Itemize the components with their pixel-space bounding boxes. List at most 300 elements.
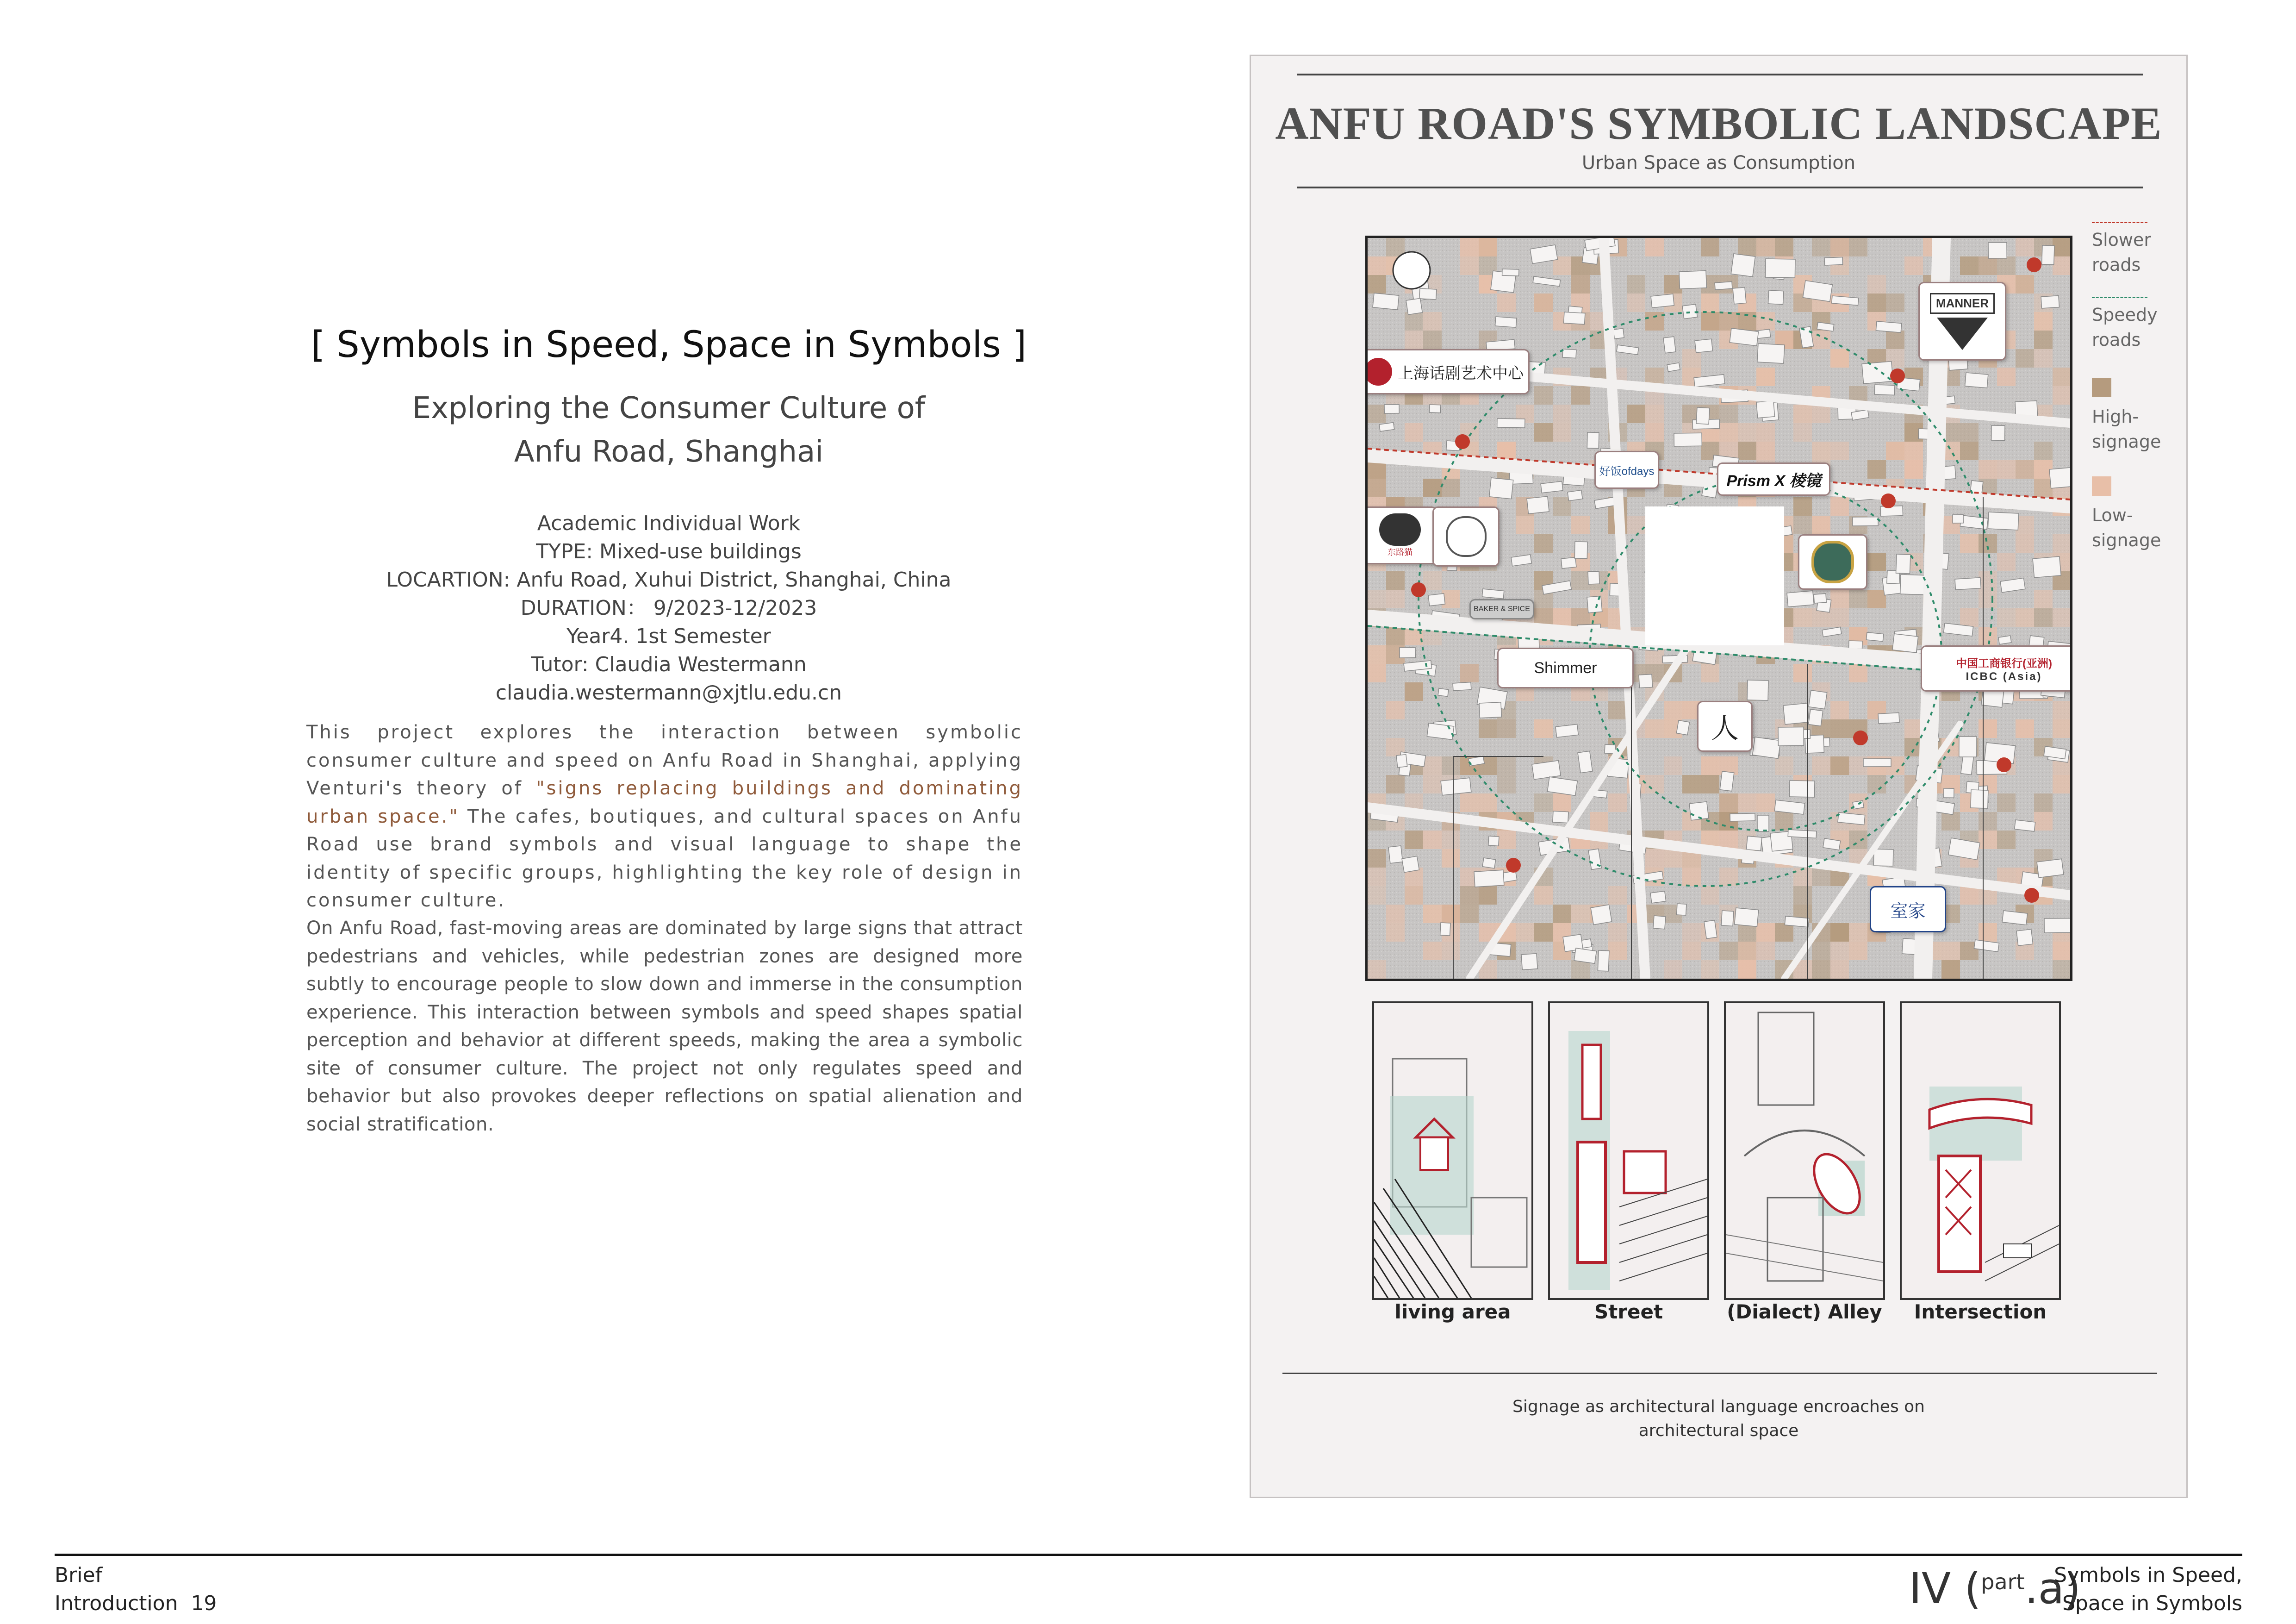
building-footprint bbox=[1814, 593, 1826, 603]
signage-cell bbox=[1423, 942, 1442, 960]
building-footprint bbox=[1489, 478, 1513, 499]
signage-cell bbox=[1719, 942, 1738, 960]
building-footprint bbox=[2016, 929, 2033, 945]
signage-cell bbox=[1682, 775, 1701, 793]
signage-cell bbox=[2053, 701, 2070, 719]
drama-center-sign: 上海话剧艺术中心 bbox=[1398, 364, 1524, 382]
signage-cell bbox=[2053, 368, 2070, 386]
signage-cell bbox=[1793, 664, 1812, 682]
signage-cell bbox=[1979, 534, 1997, 553]
signage-cell bbox=[1738, 423, 1756, 442]
signage-cell bbox=[1979, 831, 1997, 849]
building-footprint bbox=[1789, 781, 1815, 797]
building-footprint bbox=[1715, 281, 1732, 290]
signage-map[interactable] bbox=[1365, 236, 2072, 981]
meta-semester: Year4. 1st Semester bbox=[566, 625, 771, 648]
pin-icon bbox=[1881, 493, 1896, 508]
signage-cell bbox=[1756, 942, 1775, 960]
signage-cell bbox=[1571, 516, 1590, 534]
signage-cell bbox=[1701, 312, 1719, 331]
signage-cell bbox=[1830, 590, 1849, 608]
building-footprint bbox=[1757, 815, 1769, 831]
signage-cell bbox=[1386, 627, 1405, 645]
signage-cell bbox=[1368, 645, 1386, 664]
signage-cell bbox=[1793, 405, 1812, 423]
signage-cell bbox=[2034, 479, 2053, 497]
intro-paragraph-1 bbox=[306, 718, 1023, 915]
caption-line-2: architectural space bbox=[1638, 1421, 1799, 1440]
signage-cell bbox=[1534, 294, 1553, 312]
signage-cell bbox=[2016, 534, 2034, 553]
signage-cell bbox=[1756, 442, 1775, 460]
signage-cell bbox=[1368, 479, 1386, 497]
panel-label-alley: (Dialect) Alley bbox=[1727, 1300, 1882, 1323]
signage-cell bbox=[1979, 256, 1997, 275]
icbc-chinese-sign: 中国工商银行(亚洲) bbox=[1956, 657, 2052, 670]
building-footprint bbox=[1598, 950, 1609, 971]
signage-cell bbox=[2034, 349, 2053, 368]
building-footprint bbox=[1613, 328, 1624, 338]
signage-cell bbox=[2034, 793, 2053, 812]
signage-cell bbox=[1405, 312, 1423, 331]
signage-cell bbox=[1701, 238, 1719, 256]
signage-cell bbox=[1830, 923, 1849, 942]
signage-cell bbox=[1701, 775, 1719, 793]
signage-cell bbox=[1719, 405, 1738, 423]
signage-cell bbox=[1682, 923, 1701, 942]
building-footprint bbox=[1427, 723, 1454, 740]
signage-cell bbox=[1904, 460, 1923, 479]
cat-shop-sign: 东路猫 bbox=[1388, 547, 1412, 557]
building-footprint bbox=[1721, 911, 1734, 926]
building-footprint bbox=[1803, 281, 1832, 301]
part-roman: IV ( bbox=[1909, 1564, 1981, 1613]
building-footprint bbox=[1610, 583, 1619, 596]
signage-cell bbox=[1867, 294, 1886, 312]
signage-cell bbox=[1719, 312, 1738, 331]
signage-cell bbox=[1497, 775, 1516, 793]
building-footprint bbox=[2015, 820, 2035, 831]
signage-cell bbox=[1701, 960, 1719, 979]
pin-icon bbox=[1997, 757, 2011, 772]
panel-street[interactable] bbox=[1548, 1001, 1709, 1300]
signage-cell bbox=[1608, 701, 1627, 719]
icbc-english-sign: ICBC (Asia) bbox=[1966, 670, 2042, 683]
intro-paragraph-2: On Anfu Road, fast-moving areas are dominated by large signs that attract pedestrians and vehicles, while pedestrian zones are designed more subtly to encourage people to slow down and immerse in the consumption experience. This interaction between symbols and speed shapes spatial perception and behavior at different speeds, making the area a symbolic site of consumer culture. The project not only regulates speed and behavior but also provokes deeper reflections on spatial alienation and social stratification. bbox=[306, 918, 1023, 1135]
building-footprint bbox=[1396, 755, 1407, 768]
signage-cell bbox=[1793, 423, 1812, 442]
signage-cell bbox=[1571, 905, 1590, 923]
legend-low-line1: Low- bbox=[2092, 505, 2133, 525]
pin-icon bbox=[1455, 434, 1470, 449]
signage-cell bbox=[2053, 719, 2070, 738]
callout-round-badge[interactable] bbox=[1798, 534, 1867, 590]
signage-cell bbox=[1997, 831, 2016, 849]
signage-cell bbox=[1738, 238, 1756, 256]
building-footprint bbox=[1971, 790, 1988, 808]
signage-cell bbox=[2053, 534, 2070, 553]
signage-cell bbox=[1830, 942, 1849, 960]
building-footprint bbox=[1944, 788, 1954, 798]
callout-ofdays[interactable] bbox=[1594, 451, 1659, 489]
jia-sign: 室家 bbox=[1890, 901, 1926, 921]
signage-cell bbox=[1442, 849, 1460, 868]
signage-cell bbox=[1830, 960, 1849, 979]
callout-renjia[interactable] bbox=[1697, 701, 1753, 752]
p1-text-end: The cafes, boutiques, and cultural spaces on Anfu Road use brand symbols and visual language to shape the identity of specific groups, highlighting the key role of design in consumer culture. bbox=[306, 806, 1023, 911]
signage-cell bbox=[1460, 256, 1479, 275]
signage-cell bbox=[1645, 719, 1664, 738]
signage-cell bbox=[1590, 812, 1608, 831]
callout-cat[interactable] bbox=[1365, 506, 1437, 564]
signage-cell bbox=[1812, 516, 1830, 534]
building-footprint bbox=[2033, 556, 2061, 578]
building-footprint bbox=[1482, 858, 1496, 868]
signage-cell bbox=[1386, 905, 1405, 923]
signage-cell bbox=[1571, 571, 1590, 590]
callout-round-logo[interactable] bbox=[1432, 506, 1500, 567]
legend-low-signage bbox=[2092, 503, 2161, 553]
building-footprint bbox=[1704, 920, 1717, 939]
manner-sign: MANNER bbox=[1930, 293, 1995, 314]
signage-cell bbox=[1775, 812, 1793, 831]
building-footprint bbox=[1406, 298, 1422, 314]
round-badge-icon bbox=[1811, 541, 1854, 583]
signage-cell bbox=[1645, 312, 1664, 331]
signage-cell bbox=[1479, 238, 1497, 256]
building-footprint bbox=[1849, 641, 1862, 649]
building-footprint bbox=[1988, 512, 2019, 530]
signage-cell bbox=[1941, 812, 1960, 831]
legend-low-swatch bbox=[2092, 476, 2111, 496]
signage-cell bbox=[1571, 608, 1590, 627]
building-footprint bbox=[1824, 257, 1843, 265]
signage-cell bbox=[1534, 719, 1553, 738]
building-footprint bbox=[1441, 778, 1471, 795]
signage-cell bbox=[1534, 886, 1553, 905]
legend-speedy bbox=[2092, 302, 2158, 352]
panel-dialect-alley[interactable] bbox=[1724, 1001, 1885, 1300]
manner-triangle-icon bbox=[1937, 318, 1988, 350]
poster-subtitle: Urban Space as Consumption bbox=[1581, 152, 1856, 174]
signage-cell bbox=[1867, 553, 1886, 571]
pin-icon bbox=[2024, 888, 2039, 903]
signage-cell bbox=[1701, 886, 1719, 905]
signage-cell bbox=[1756, 423, 1775, 442]
legend-speedy-line1: Speedy bbox=[2092, 305, 2158, 325]
building-footprint bbox=[1676, 720, 1689, 735]
project-subtitle bbox=[0, 387, 1338, 474]
building-footprint bbox=[1696, 407, 1710, 424]
footer-section bbox=[55, 1561, 217, 1618]
signage-cell bbox=[1701, 664, 1719, 682]
poster-caption bbox=[1251, 1395, 2186, 1443]
signage-cell bbox=[1497, 442, 1516, 460]
callout-prism[interactable] bbox=[1717, 462, 1830, 496]
building-footprint bbox=[1639, 674, 1652, 687]
building-footprint bbox=[1753, 737, 1781, 759]
signage-cell bbox=[1904, 442, 1923, 460]
signage-cell bbox=[1719, 423, 1738, 442]
signage-cell bbox=[1479, 886, 1497, 905]
signage-cell bbox=[1830, 238, 1849, 256]
footer-rule bbox=[55, 1554, 2242, 1556]
signage-cell bbox=[1645, 405, 1664, 423]
signage-cell bbox=[1460, 886, 1479, 905]
signage-cell bbox=[1682, 868, 1701, 886]
building-footprint bbox=[1527, 496, 1549, 514]
signage-cell bbox=[1645, 775, 1664, 793]
building-footprint bbox=[1541, 481, 1563, 493]
signage-cell bbox=[1664, 701, 1682, 719]
signage-cell bbox=[1960, 608, 1979, 627]
building-footprint bbox=[1853, 800, 1864, 809]
signage-cell bbox=[1664, 849, 1682, 868]
building-footprint bbox=[1783, 703, 1809, 725]
panel-label-living-area: living area bbox=[1394, 1300, 1511, 1323]
callout-icbc[interactable] bbox=[1921, 645, 2072, 692]
signage-cell bbox=[1812, 405, 1830, 423]
signage-cell bbox=[1997, 793, 2016, 812]
building-footprint bbox=[1988, 243, 2007, 258]
signage-cell bbox=[1793, 497, 1812, 516]
poster-title: ANFU ROAD'S SYMBOLIC LANDSCAPE bbox=[1275, 98, 2162, 149]
building-footprint bbox=[1746, 836, 1762, 851]
building-footprint bbox=[1720, 771, 1734, 791]
signage-cell bbox=[1979, 627, 1997, 645]
building-footprint bbox=[1679, 271, 1706, 289]
signage-cell bbox=[1793, 868, 1812, 886]
footer-section-line1: Brief bbox=[55, 1563, 103, 1587]
building-footprint bbox=[1400, 648, 1415, 658]
signage-cell bbox=[1386, 590, 1405, 608]
legend-high-line2: signage bbox=[2092, 431, 2161, 452]
building-footprint bbox=[1747, 680, 1768, 700]
signage-cell bbox=[1423, 331, 1442, 349]
meta-location: LOCARTION: Anfu Road, Xuhui District, Shanghai, China bbox=[386, 568, 952, 592]
signage-cell bbox=[1997, 553, 2016, 571]
signage-cell bbox=[1627, 275, 1645, 294]
signage-cell bbox=[1405, 331, 1423, 349]
building-footprint bbox=[1428, 593, 1445, 606]
signage-cell bbox=[1553, 905, 1571, 923]
signage-cell bbox=[1756, 238, 1775, 256]
signage-cell bbox=[1886, 294, 1904, 312]
signage-cell bbox=[1368, 256, 1386, 275]
building-footprint bbox=[1808, 709, 1823, 726]
signage-cell bbox=[1497, 294, 1516, 312]
panel-living-area[interactable] bbox=[1372, 1001, 1533, 1300]
signage-cell bbox=[1719, 793, 1738, 812]
signage-cell bbox=[1886, 331, 1904, 349]
signage-cell bbox=[1553, 793, 1571, 812]
signage-cell bbox=[1904, 256, 1923, 275]
legend-slower bbox=[2092, 227, 2151, 277]
signage-cell bbox=[1756, 312, 1775, 331]
baker-spice-sign: BAKER & SPICE bbox=[1474, 605, 1530, 613]
building-footprint bbox=[1479, 702, 1501, 718]
signage-cell bbox=[1608, 793, 1627, 812]
meta-tutor: Tutor: Claudia Westermann bbox=[531, 653, 807, 676]
building-footprint bbox=[1488, 836, 1499, 846]
building-footprint bbox=[1955, 578, 1981, 590]
legend-speedy-swatch bbox=[2092, 297, 2147, 298]
poster-title-rule bbox=[1297, 187, 2143, 188]
signage-cell bbox=[1442, 905, 1460, 923]
street-drawing bbox=[1550, 1003, 1707, 1298]
signage-cell bbox=[2016, 238, 2034, 256]
signage-cell bbox=[1812, 942, 1830, 960]
signage-cell bbox=[1979, 923, 1997, 942]
signage-cell bbox=[1830, 442, 1849, 460]
signage-cell bbox=[1516, 923, 1534, 942]
legend-speedy-line2: roads bbox=[2092, 330, 2141, 350]
callout-jia[interactable] bbox=[1870, 886, 1946, 932]
signage-cell bbox=[1368, 275, 1386, 294]
signage-cell bbox=[1534, 534, 1553, 553]
intersection-drawing bbox=[1902, 1003, 2059, 1298]
building-footprint bbox=[1756, 401, 1775, 418]
legend-slower-swatch bbox=[2092, 222, 2147, 223]
signage-cell bbox=[1738, 942, 1756, 960]
signage-cell bbox=[1460, 238, 1479, 256]
signage-cell bbox=[1423, 312, 1442, 331]
building-footprint bbox=[1896, 554, 1910, 574]
signage-cell bbox=[1627, 294, 1645, 312]
legend-low-line2: signage bbox=[2092, 530, 2161, 550]
signage-cell bbox=[1497, 756, 1516, 775]
building-footprint bbox=[1574, 948, 1596, 963]
signage-cell bbox=[1979, 590, 1997, 608]
legend-high-line1: High- bbox=[2092, 406, 2139, 427]
north-arrow-icon bbox=[1393, 252, 1430, 289]
signage-cell bbox=[2016, 349, 2034, 368]
signage-cell bbox=[1812, 238, 1830, 256]
callout-manner[interactable] bbox=[1918, 282, 2006, 361]
part-word: part bbox=[1981, 1569, 2025, 1594]
building-footprint bbox=[1730, 813, 1755, 821]
signage-cell bbox=[1608, 923, 1627, 942]
signage-cell bbox=[1423, 831, 1442, 849]
signage-cell bbox=[1960, 442, 1979, 460]
building-footprint bbox=[1853, 517, 1878, 526]
signage-cell bbox=[1738, 442, 1756, 460]
signage-cell bbox=[1979, 571, 1997, 590]
signage-cell bbox=[1997, 608, 2016, 627]
signage-cell bbox=[1442, 831, 1460, 849]
signage-cell bbox=[1368, 405, 1386, 423]
signage-cell bbox=[1664, 960, 1682, 979]
signage-cell bbox=[1812, 868, 1830, 886]
building-footprint bbox=[1878, 713, 1899, 724]
callout-shimmer[interactable] bbox=[1497, 648, 1634, 688]
signage-cell bbox=[1960, 256, 1979, 275]
signage-cell bbox=[1738, 793, 1756, 812]
building-footprint bbox=[1497, 418, 1525, 428]
building-footprint bbox=[1474, 870, 1504, 887]
building-footprint bbox=[1373, 293, 1399, 310]
legend-high-signage bbox=[2092, 404, 2161, 454]
project-title: [ Symbols in Speed, Space in Symbols ] bbox=[311, 324, 1027, 366]
signage-cell bbox=[1497, 831, 1516, 849]
building-footprint bbox=[1876, 321, 1901, 332]
signage-cell bbox=[1368, 886, 1386, 905]
callout-drama-center[interactable] bbox=[1365, 349, 1530, 394]
building-footprint bbox=[1733, 287, 1746, 304]
building-footprint bbox=[1402, 856, 1419, 872]
legend-slower-line2: roads bbox=[2092, 255, 2141, 275]
signage-cell bbox=[1405, 682, 1423, 701]
signage-cell bbox=[1442, 479, 1460, 497]
footer-project-line1: Symbols in Speed, bbox=[2054, 1563, 2242, 1587]
signage-cell bbox=[1405, 831, 1423, 849]
signage-cell bbox=[1812, 331, 1830, 349]
signage-cell bbox=[1812, 960, 1830, 979]
signage-cell bbox=[1701, 756, 1719, 775]
project-meta bbox=[0, 509, 1338, 707]
panel-intersection[interactable] bbox=[1900, 1001, 2061, 1300]
building-footprint bbox=[1502, 269, 1519, 276]
signage-cell bbox=[1497, 719, 1516, 738]
building-footprint bbox=[1453, 682, 1471, 691]
building-footprint bbox=[1953, 515, 1963, 523]
signage-cell bbox=[1886, 442, 1904, 460]
signage-cell bbox=[1368, 590, 1386, 608]
ofdays-sign: 好饭ofdays bbox=[1599, 465, 1655, 478]
signage-cell bbox=[1368, 960, 1386, 979]
signage-cell bbox=[1423, 905, 1442, 923]
signage-cell bbox=[1460, 905, 1479, 923]
signage-cell bbox=[1516, 516, 1534, 534]
building-footprint bbox=[1677, 904, 1686, 915]
legend-slower-line1: Slower bbox=[2092, 230, 2152, 250]
signage-cell bbox=[1386, 238, 1405, 256]
signage-cell bbox=[1867, 590, 1886, 608]
signage-cell bbox=[1756, 368, 1775, 386]
signage-cell bbox=[1756, 923, 1775, 942]
building-footprint bbox=[1384, 405, 1399, 413]
poster-top-rule bbox=[1297, 74, 2143, 75]
callout-baker-spice[interactable] bbox=[1469, 599, 1534, 619]
building-footprint bbox=[1788, 830, 1817, 838]
signage-cell bbox=[1701, 294, 1719, 312]
building-footprint bbox=[1862, 362, 1893, 384]
building-footprint bbox=[1562, 349, 1576, 358]
signage-cell bbox=[2034, 331, 2053, 349]
meta-email[interactable]: claudia.westermann@xjtlu.edu.cn bbox=[495, 681, 842, 705]
building-footprint bbox=[1578, 751, 1593, 773]
building-footprint bbox=[1663, 337, 1676, 353]
signage-cell bbox=[1423, 571, 1442, 590]
signage-cell bbox=[1719, 831, 1738, 849]
signage-cell bbox=[1830, 608, 1849, 627]
signage-cell bbox=[1812, 756, 1830, 775]
building-footprint bbox=[1778, 727, 1804, 746]
signage-cell bbox=[2053, 942, 2070, 960]
meta-work-type: Academic Individual Work bbox=[537, 512, 801, 535]
signage-cell bbox=[1571, 386, 1590, 405]
signage-cell bbox=[1460, 793, 1479, 812]
footer-project-name bbox=[2054, 1561, 2242, 1618]
building-footprint bbox=[1863, 759, 1891, 767]
building-footprint bbox=[1564, 312, 1585, 325]
signage-cell bbox=[1849, 590, 1867, 608]
footer-section-line2: Introduction bbox=[55, 1592, 178, 1615]
venturi-quote: "signs replacing buildings and dominating urban space." bbox=[306, 778, 1023, 827]
building-footprint bbox=[2042, 245, 2054, 265]
signage-cell bbox=[1682, 942, 1701, 960]
signage-cell bbox=[1534, 386, 1553, 405]
